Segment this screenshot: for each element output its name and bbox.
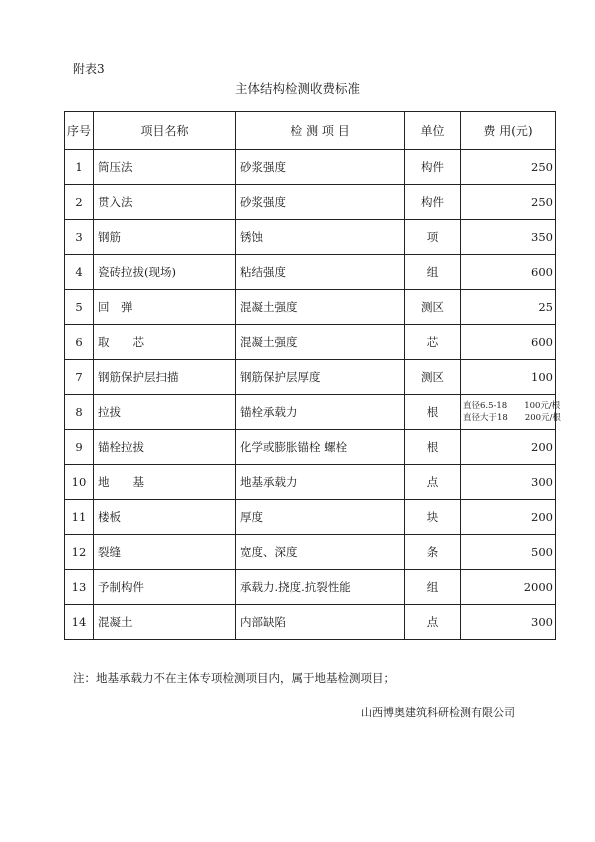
cell-name: 裂缝 [94, 535, 236, 570]
document-title: 主体结构检测收费标准 [234, 81, 360, 96]
header-item: 检 测 项 目 [236, 112, 405, 150]
cell-num: 1 [65, 150, 94, 185]
cell-item: 砂浆强度 [236, 150, 405, 185]
cell-num: 10 [65, 465, 94, 500]
company-name: 山西博奥建筑科研检测有限公司 [361, 706, 515, 719]
cell-item: 锈蚀 [236, 220, 405, 255]
table-row [65, 255, 556, 290]
cell-fee: 300 [461, 605, 556, 640]
cell-unit: 根 [405, 430, 461, 465]
table-row [65, 150, 556, 185]
cell-name: 贯入法 [94, 185, 236, 220]
table-row [65, 570, 556, 605]
cell-name: 拉拔 [94, 395, 236, 430]
cell-fee: 200 [461, 430, 556, 465]
cell-fee: 100 [461, 360, 556, 395]
fee-detail-line: 直径6.5-18 100元/根 [463, 401, 561, 411]
appendix-label: 附表3 [73, 62, 105, 76]
cell-num: 6 [65, 325, 94, 360]
table-row [65, 535, 556, 570]
cell-item: 内部缺陷 [236, 605, 405, 640]
cell-item: 锚栓承载力 [236, 395, 405, 430]
table-row [65, 500, 556, 535]
cell-name: 筒压法 [94, 150, 236, 185]
cell-num: 8 [65, 395, 94, 430]
cell-item: 承载力.挠度.抗裂性能 [236, 570, 405, 605]
cell-num: 9 [65, 430, 94, 465]
table-row [65, 325, 556, 360]
cell-name: 取 芯 [94, 325, 236, 360]
cell-name: 钢筋保护层扫描 [94, 360, 236, 395]
cell-fee: 200 [461, 500, 556, 535]
cell-num: 5 [65, 290, 94, 325]
cell-item: 宽度、深度 [236, 535, 405, 570]
cell-item: 混凝土强度 [236, 290, 405, 325]
cell-unit: 项 [405, 220, 461, 255]
cell-name: 地 基 [94, 465, 236, 500]
cell-name: 瓷砖拉拔(现场) [94, 255, 236, 290]
cell-name: 混凝土 [94, 605, 236, 640]
cell-unit: 条 [405, 535, 461, 570]
header-unit: 单位 [405, 112, 461, 150]
table-body [65, 150, 561, 640]
table-header-row [65, 112, 556, 150]
table-row [65, 395, 556, 430]
cell-item: 化学或膨胀锚栓 螺栓 [236, 430, 405, 465]
cell-unit: 构件 [405, 185, 461, 220]
cell-fee: 250 [461, 185, 556, 220]
table-row [65, 605, 556, 640]
cell-name: 钢筋 [94, 220, 236, 255]
footnote: 注：地基承载力不在主体专项检测项目内，属于地基检测项目； [73, 671, 395, 685]
cell-unit: 构件 [405, 150, 461, 185]
fee-table [64, 111, 561, 640]
header-num: 序号 [65, 112, 94, 150]
cell-unit: 组 [405, 570, 461, 605]
table-row [65, 220, 556, 255]
cell-fee [461, 395, 561, 430]
cell-fee: 600 [461, 255, 556, 290]
cell-fee: 600 [461, 325, 556, 360]
cell-name: 锚栓拉拔 [94, 430, 236, 465]
cell-item: 厚度 [236, 500, 405, 535]
cell-unit: 测区 [405, 360, 461, 395]
cell-fee: 2000 [461, 570, 556, 605]
cell-item: 钢筋保护层厚度 [236, 360, 405, 395]
cell-num: 3 [65, 220, 94, 255]
cell-num: 11 [65, 500, 94, 535]
cell-fee: 250 [461, 150, 556, 185]
cell-unit: 块 [405, 500, 461, 535]
table-row [65, 430, 556, 465]
cell-name: 回 弹 [94, 290, 236, 325]
cell-fee: 500 [461, 535, 556, 570]
cell-fee: 25 [461, 290, 556, 325]
cell-item: 砂浆强度 [236, 185, 405, 220]
cell-num: 12 [65, 535, 94, 570]
cell-unit: 根 [405, 395, 461, 430]
cell-unit: 点 [405, 465, 461, 500]
cell-num: 2 [65, 185, 94, 220]
cell-item: 地基承载力 [236, 465, 405, 500]
cell-unit: 点 [405, 605, 461, 640]
header-fee: 费 用(元) [461, 112, 556, 150]
cell-fee: 300 [461, 465, 556, 500]
cell-unit: 组 [405, 255, 461, 290]
table-row [65, 290, 556, 325]
fee-detail-line: 直径大于18 200元/根 [463, 413, 561, 423]
cell-num: 13 [65, 570, 94, 605]
cell-name: 予制构件 [94, 570, 236, 605]
table-row [65, 185, 556, 220]
cell-name: 楼板 [94, 500, 236, 535]
table-row [65, 465, 556, 500]
cell-item: 混凝土强度 [236, 325, 405, 360]
table-row [65, 360, 556, 395]
cell-item: 粘结强度 [236, 255, 405, 290]
header-name: 项目名称 [94, 112, 236, 150]
cell-num: 7 [65, 360, 94, 395]
cell-unit: 芯 [405, 325, 461, 360]
cell-num: 4 [65, 255, 94, 290]
cell-fee: 350 [461, 220, 556, 255]
cell-num: 14 [65, 605, 94, 640]
cell-unit: 测区 [405, 290, 461, 325]
